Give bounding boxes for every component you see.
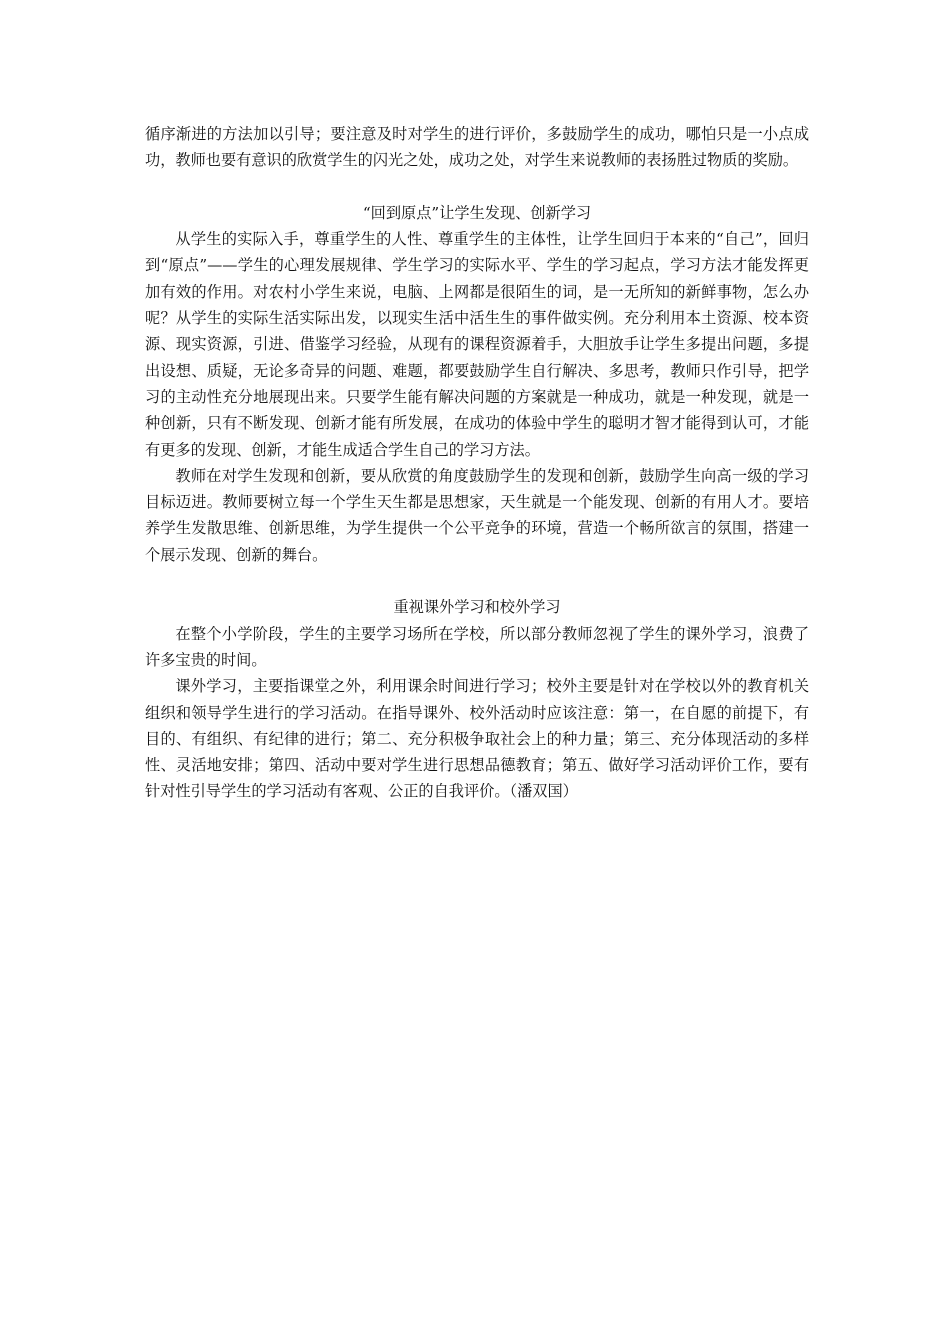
section1-paragraph-2: 教师在对学生发现和创新，要从欣赏的角度鼓励学生的发现和创新，鼓励学生向高一级的学习目标迈进。教师要树立每一个学生天生都是思想家，天生就是一个能发现、创新的有用人才。要培养学生发散思维、创新思维，为学生提供一个公平竞争的环境，营造一个畅所欲言的氛围，搭建一个展示发现、创新的舞台。 — [145, 466, 809, 564]
section1-paragraph-1: 从学生的实际入手，尊重学生的人性、尊重学生的主体性，让学生回归于本来的“自己”，回归到“原点”——学生的心理发展规律、学生学习的实际水平、学生的学习起点，学习方法才能发挥更加有效的作用。对农村小学生来说，电脑、上网都是很陌生的词，是一无所知的新鲜事物，怎么办呢？从学生的实际生活实际出发，以现实生活中活生生的事件做实例。充分利用本土资源、校本资源、现实资源，引进、借鉴学习经验，从现有的课程资源着手，大胆放手让学生多提出问题，多提出设想、质疑，无论多奇异的问题、难题，都要鼓励学生自行解决、多思考，教师只作引导，把学习的主动性充分地展现出来。只要学生能有解决问题的方案就是一种成功，就是一种发现，就是一种创新，只有不断发现、创新才能有所发展，在成功的体验中学生的聪明才智才能得到认可，才能有更多的发现、创新，才能生成适合学生自己的学习方法。 — [145, 230, 809, 459]
section2-paragraph-1: 在整个小学阶段，学生的主要学习场所在学校，所以部分教师忽视了学生的课外学习，浪费了许多宝贵的时间。 — [145, 624, 809, 669]
section-spacer — [145, 174, 809, 200]
document-page — [145, 121, 809, 805]
section1-heading: “回到原点”让学生发现、创新学习 — [362, 203, 592, 222]
section2-heading: 重视课外学习和校外学习 — [393, 598, 561, 617]
intro-paragraph: 循序渐进的方法加以引导；要注意及时对学生的进行评价，多鼓励学生的成功，哪怕只是一小点成功，教师也要有意识的欣赏学生的闪光之处，成功之处，对学生来说教师的表扬胜过物质的奖励。 — [145, 125, 809, 170]
section2-paragraph-2: 课外学习，主要指课堂之外，利用课余时间进行学习；校外主要是针对在学校以外的教育机关组织和领导学生进行的学习活动。在指导课外、校外活动时应该注意：第一，在自愿的前提下，有目的、有组织、有纪律的进行；第二、充分积极争取社会上的种力量；第三、充分体现活动的多样性、灵活地安排；第四、活动中要对学生进行思想品德教育；第五、做好学习活动评价工作，要有针对性引导学生的学习活动有客观、公正的自我评价。（潘双国） — [145, 677, 809, 801]
section-spacer — [145, 568, 809, 594]
